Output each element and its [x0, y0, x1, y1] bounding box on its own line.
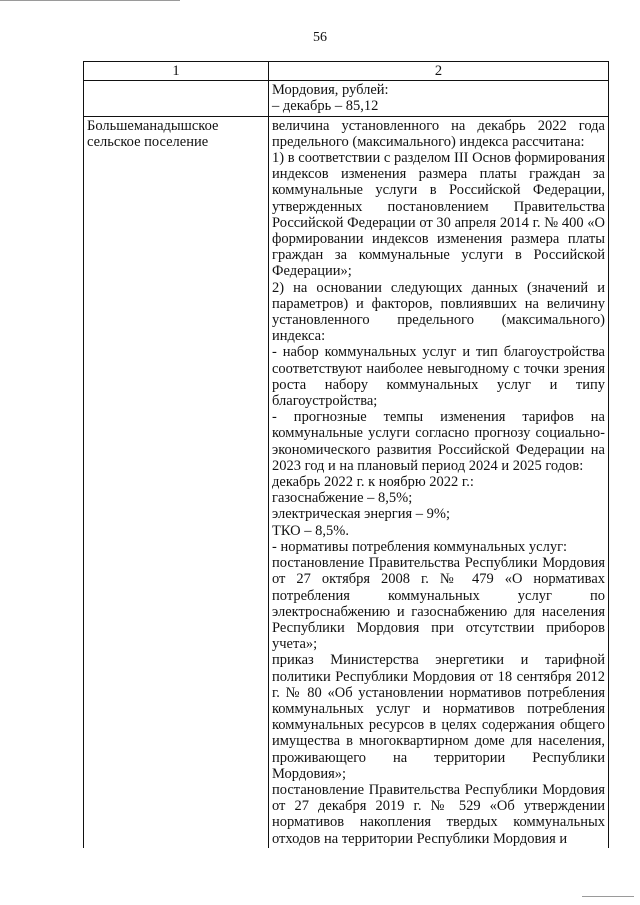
- description-cell: [269, 116, 609, 848]
- column-number-2: 2: [269, 62, 609, 81]
- page-number: 56: [313, 30, 327, 45]
- text-paragraph: постановление Правительства Республики Мордовия от 27 октября 2008 г. № 479 «О нормативах потребления коммунальных услуг по электроснабжению и газоснабжению для населения Республики Мордовия при отсутствии приборов учета»;: [272, 555, 605, 653]
- description-cell: [269, 81, 609, 116]
- text-paragraph: газоснабжение – 8,5%;: [272, 490, 413, 507]
- text-paragraph: 2) на основании следующих данных (значений и параметров) и факторов, повлиявших на величину установленного предельного (максимального) индекса:: [272, 279, 605, 345]
- text-paragraph: - нормативы потребления коммунальных услуг:: [272, 538, 568, 555]
- text-paragraph: постановление Правительства Республики Мордовия от 27 декабря 2019 г. № 529 «Об утверждении нормативов накопления твердых коммунальных отходов на территории Республики Мордовия и: [272, 781, 605, 847]
- text-paragraph: величина установленного на декабрь 2022 года предельного (максимального) индекса рассчитана:: [272, 117, 605, 150]
- scan-edge-mark: [582, 896, 634, 897]
- column-number-1: 1: [84, 62, 269, 81]
- text-paragraph: Мордовия, рублей:: [272, 82, 389, 99]
- text-paragraph: приказ Министерства энергетики и тарифной политики Республики Мордовия от 18 сентября 2012 г. № 80 «Об установлении нормативов потребления коммунальных услуг и нормативов потребления коммунальных ресурсов в целях содержания общего имущества в многоквартирном доме для населения, проживающего на территории Республики Мордовия»;: [272, 652, 605, 782]
- table-header-row: [84, 62, 609, 81]
- text-paragraph: – декабрь – 85,12: [272, 98, 379, 115]
- table-row: [84, 116, 609, 848]
- text-paragraph: - прогнозные темпы изменения тарифов на коммунальные услуги согласно прогнозу социально-экономического развития Российской Федерации на 2023 год и на плановый период 2024 и 2025 годов:: [272, 409, 605, 474]
- text-paragraph: ТКО – 8,5%.: [272, 522, 349, 539]
- settlement-name-cell: [84, 81, 269, 116]
- settlement-name-cell: Большеманадышское сельское поселение: [84, 116, 269, 848]
- text-paragraph: электрическая энергия – 9%;: [272, 506, 450, 523]
- text-paragraph: декабрь 2022 г. к ноябрю 2022 г.:: [272, 474, 474, 491]
- text-paragraph: 1) в соответствии с разделом III Основ формирования индексов изменения размера платы граждан за коммунальные услуги в Российской Федерации, утвержденных постановлением Правительства Российской Федерации от 30 апреля 2014 г. № 400 «О формировании индексов изменения размера платы граждан за коммунальные услуги в Российской Федерации»;: [272, 150, 605, 280]
- document-table: [83, 61, 609, 848]
- text-paragraph: - набор коммунальных услуг и тип благоустройства соответствуют наиболее невыгодному с точки зрения роста набору коммунальных услуг и типу благоустройства;: [272, 344, 605, 410]
- table-row: [84, 81, 609, 116]
- scan-edge-mark: [0, 0, 180, 1]
